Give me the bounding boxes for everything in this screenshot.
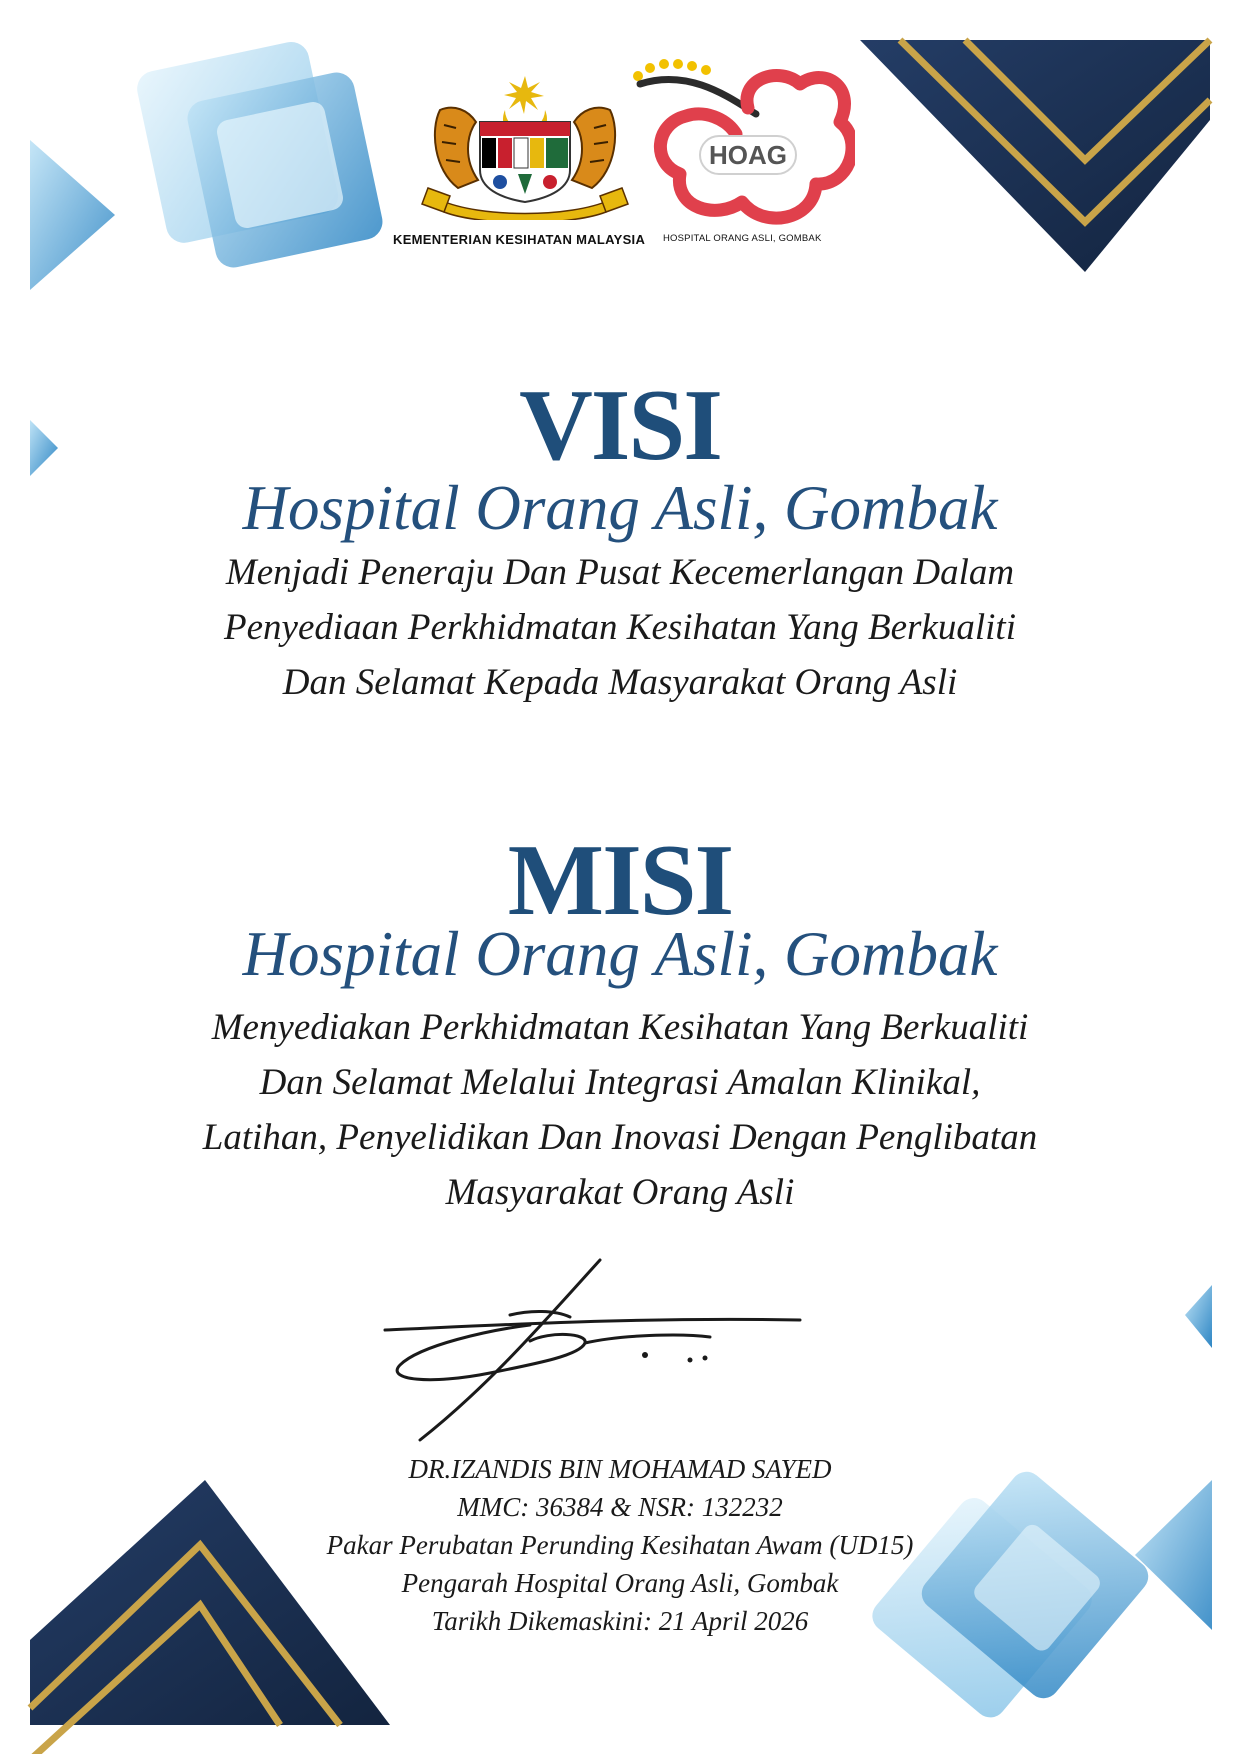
- misi-line: Masyarakat Orang Asli: [445, 1172, 795, 1213]
- right-edge-triangle: [1185, 1285, 1212, 1348]
- visi-organization: Hospital Orang Asli, Gombak: [242, 473, 998, 543]
- visi-line: Penyediaan Perkhidmatan Kesihatan Yang Berkualiti: [224, 607, 1016, 648]
- signatory-title: Pakar Perubatan Perunding Kesihatan Awam (UD15): [326, 1530, 914, 1560]
- signatory-registration: MMC: 36384 & NSR: 132232: [457, 1492, 783, 1522]
- misi-line: Menyediakan Perkhidmatan Kesihatan Yang Berkualiti: [211, 1007, 1029, 1048]
- visi-line: Dan Selamat Kepada Masyarakat Orang Asli: [282, 662, 958, 703]
- signatory-name: DR.IZANDIS BIN MOHAMAD SAYED: [408, 1454, 832, 1484]
- ministry-label: KEMENTERIAN KESIHATAN MALAYSIA: [393, 232, 646, 247]
- visi-heading: VISI: [519, 369, 721, 482]
- visi-statement: [0, 545, 1240, 710]
- malaysia-coat-of-arms-logo: [420, 70, 630, 220]
- hoag-mark-text: HOAG: [709, 140, 787, 170]
- director-signature: [380, 1255, 810, 1445]
- misi-line: Dan Selamat Melalui Integrasi Amalan Klinikal,: [259, 1062, 981, 1103]
- signatory-position: Pengarah Hospital Orang Asli, Gombak: [401, 1568, 839, 1598]
- visi-line: Menjadi Peneraju Dan Pusat Kecemerlangan Dalam: [225, 552, 1015, 593]
- misi-organization: Hospital Orang Asli, Gombak: [242, 919, 998, 989]
- hospital-label: HOSPITAL ORANG ASLI, GOMBAK: [663, 233, 822, 244]
- logo-area: [0, 0, 1240, 260]
- hoag-hospital-logo: [630, 58, 855, 233]
- misi-statement: [0, 1000, 1240, 1220]
- updated-date: Tarikh Dikemaskini: 21 April 2026: [431, 1606, 809, 1636]
- misi-heading: MISI: [507, 824, 733, 937]
- signatory-block: [0, 1450, 1240, 1640]
- misi-line: Latihan, Penyelidikan Dan Inovasi Dengan Penglibatan: [202, 1117, 1038, 1158]
